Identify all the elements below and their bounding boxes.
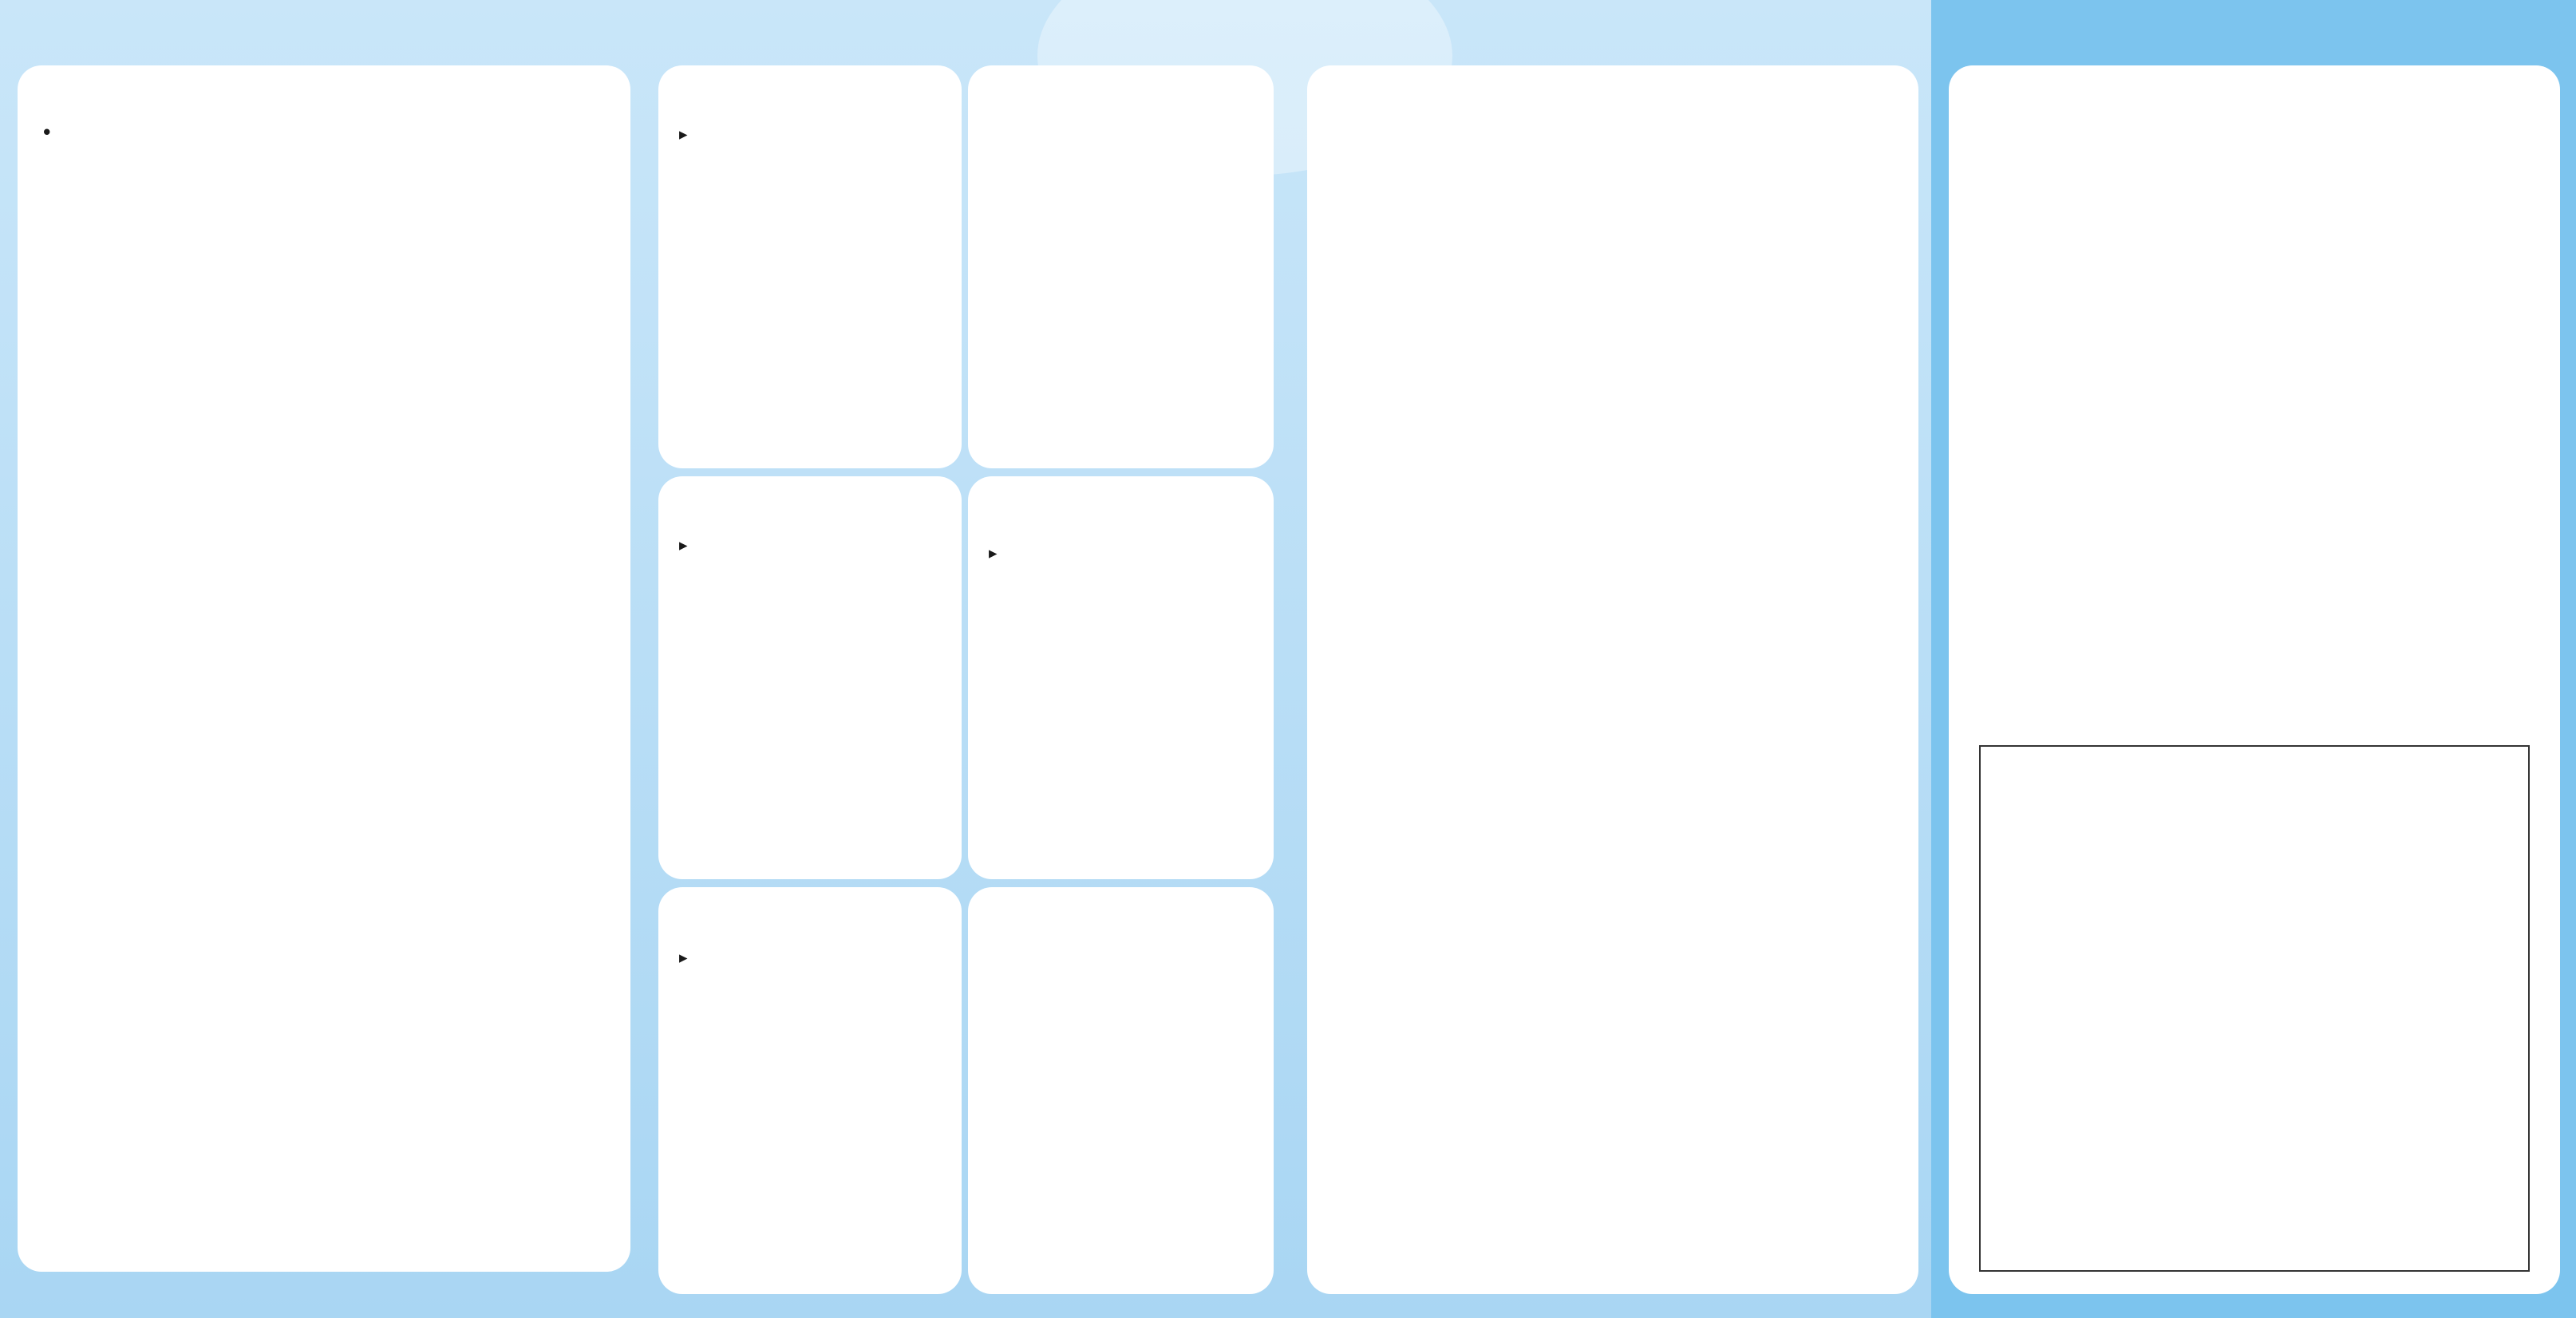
service-time: ▸ bbox=[989, 543, 998, 562]
service-time: ▸ bbox=[679, 535, 688, 554]
june-prayer-topics-card bbox=[968, 887, 1274, 1294]
sunday-service-card bbox=[18, 65, 630, 1272]
dawn-prayer-card bbox=[658, 887, 962, 1294]
service-time: ▸ bbox=[679, 124, 688, 144]
service-time: ▸ bbox=[679, 948, 688, 967]
offering-box bbox=[1979, 745, 2530, 1272]
service-time: • bbox=[41, 123, 53, 142]
sunday-third-service-card bbox=[658, 65, 962, 468]
afternoon-praise-card bbox=[968, 65, 1274, 468]
wednesday-service-card bbox=[658, 476, 962, 879]
living-together-card bbox=[1307, 65, 1918, 1294]
house-church-card bbox=[1949, 65, 2560, 1294]
friday-prayer-card bbox=[968, 476, 1274, 879]
